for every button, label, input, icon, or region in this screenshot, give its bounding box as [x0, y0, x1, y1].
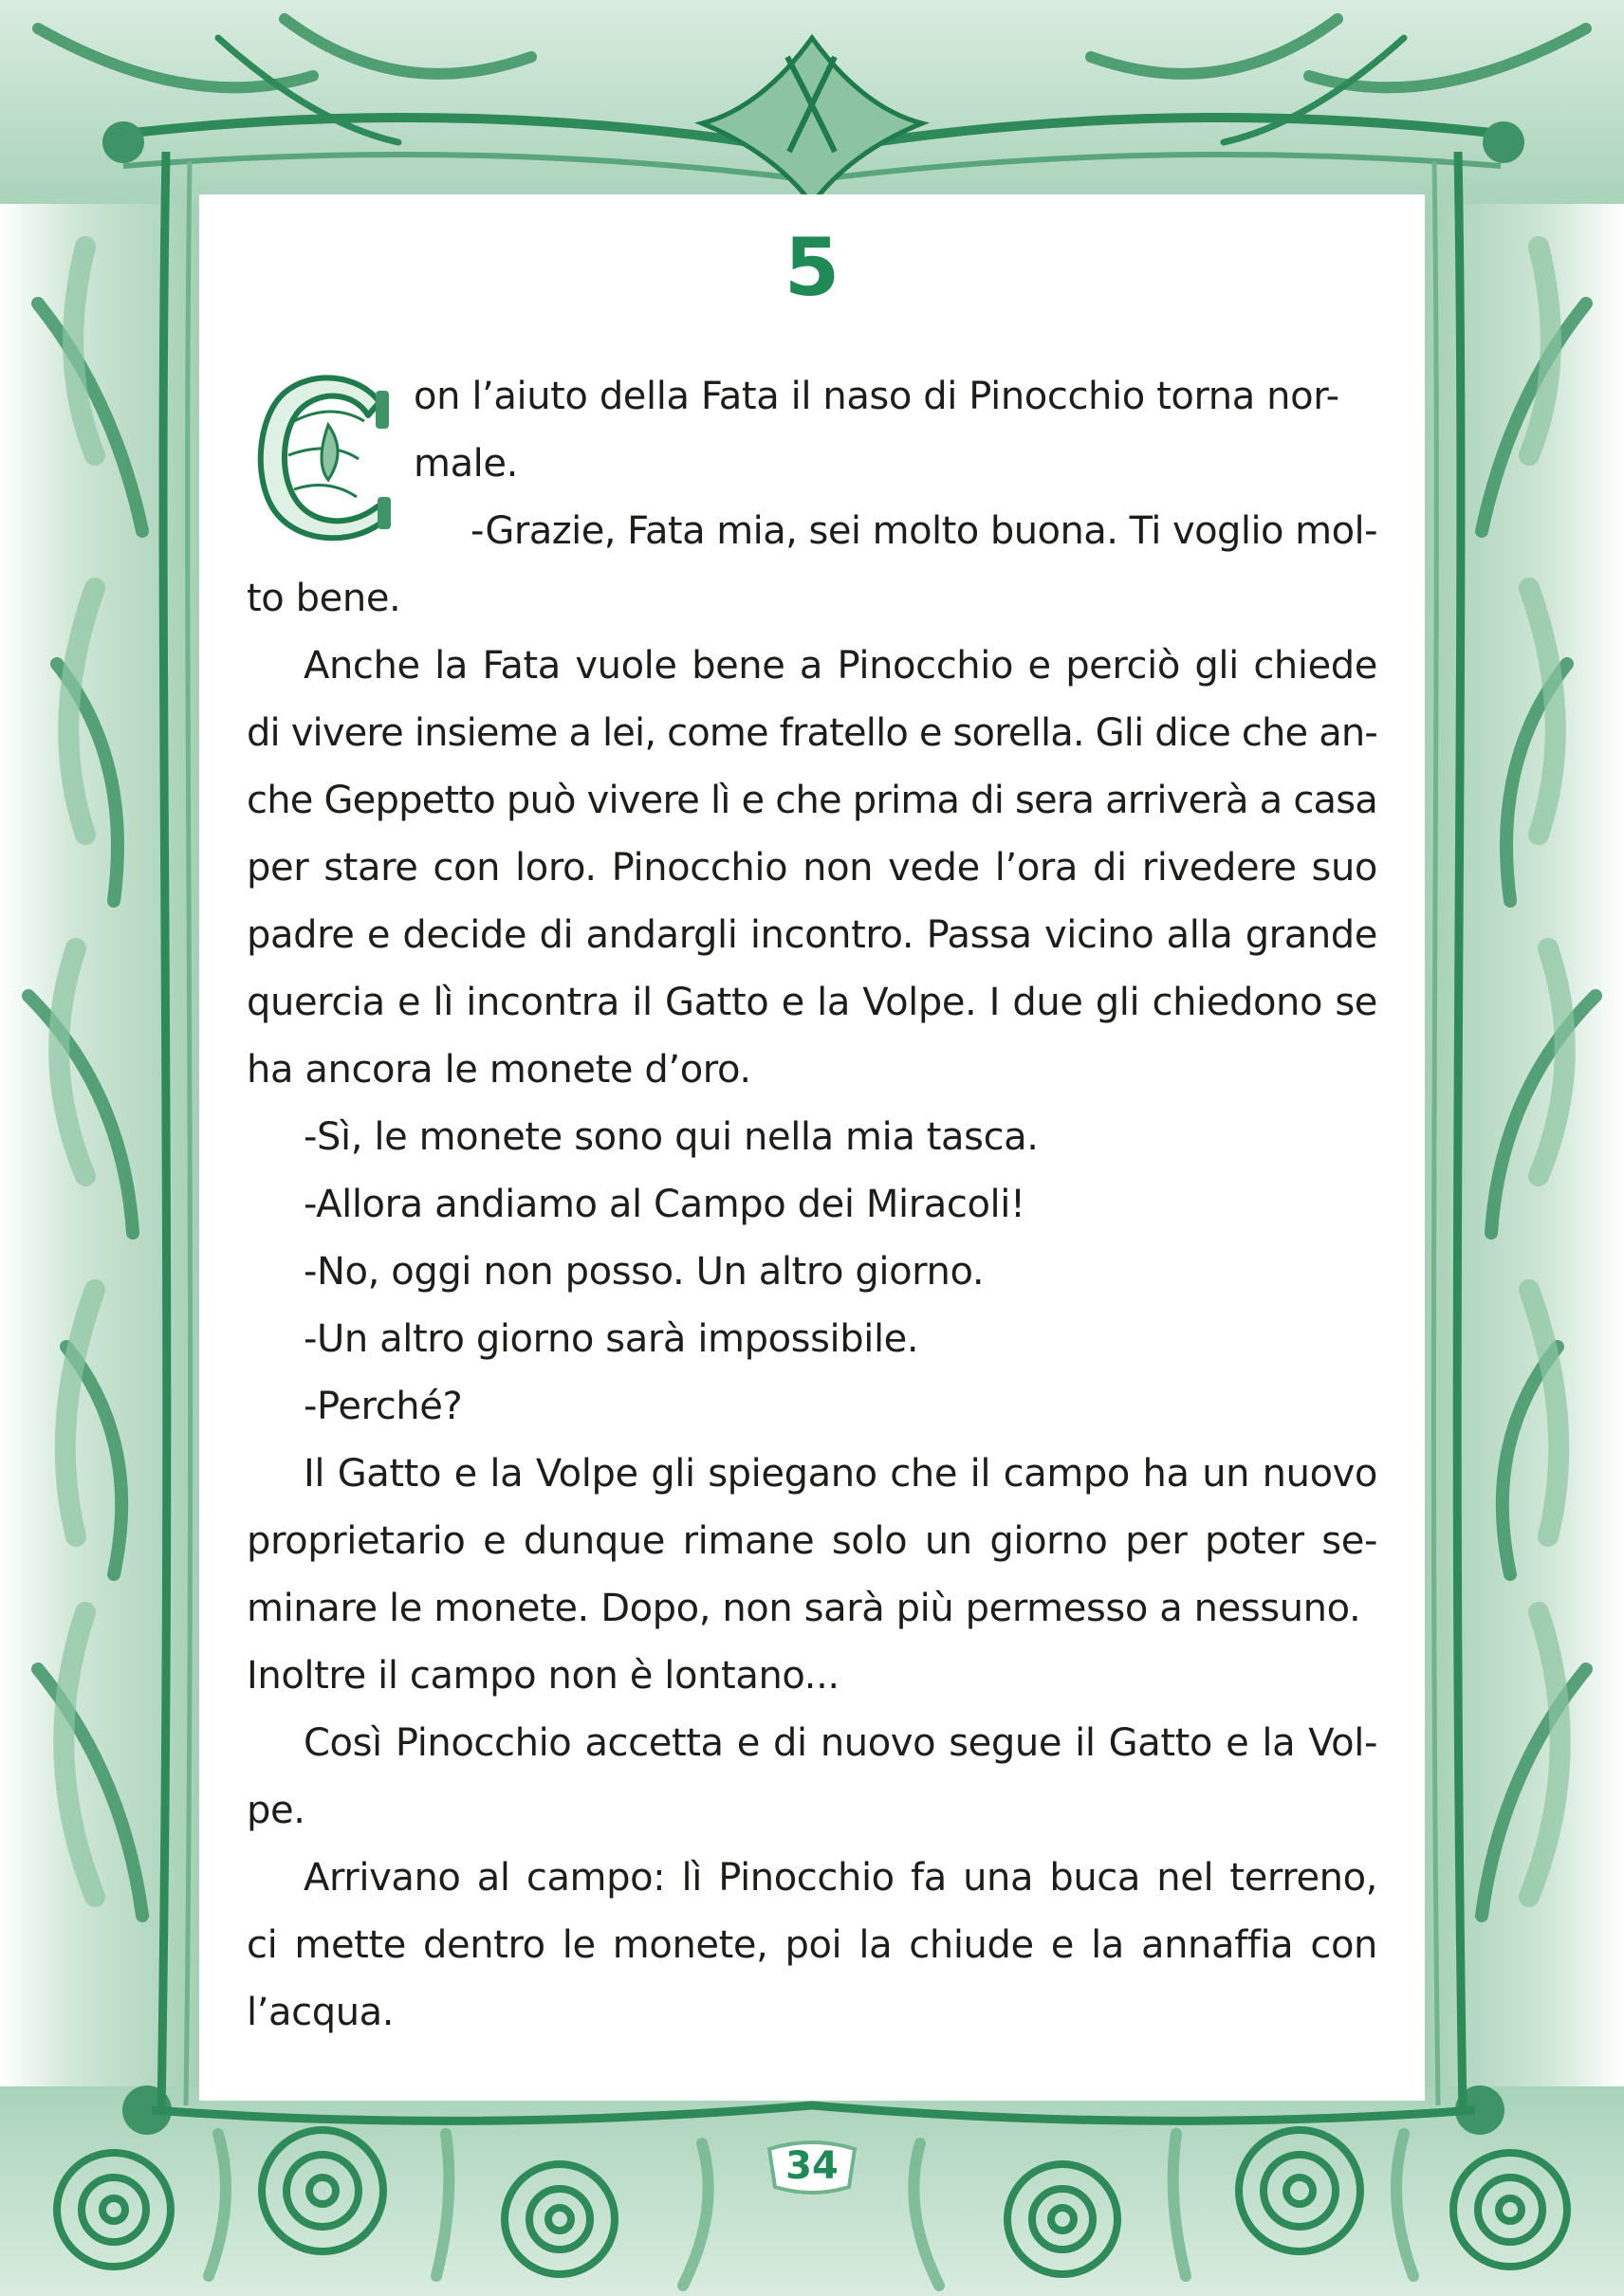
line-text: Anche la Fata vuole bene a Pinocchio e perciò gli chiede	[304, 644, 1377, 688]
line-text: male.	[414, 442, 518, 486]
line-text: per stare con loro. Pinocchio non vede l’ora di rivedere suo	[247, 846, 1377, 890]
line-text: Arrivano al campo: lì Pinocchio fa una buca nel terreno,	[304, 1856, 1377, 1900]
line-text: Così Pinocchio accetta e di nuovo segue il Gatto e la Vol-	[304, 1721, 1377, 1765]
text-line	[247, 700, 1377, 767]
line-text: l’acqua.	[247, 1991, 395, 2034]
text-line	[247, 767, 1377, 835]
text-line	[247, 1306, 1377, 1373]
text-line	[247, 1508, 1377, 1575]
line-text: di vivere insieme a lei, come fratello e sorella. Gli dice che an-	[247, 711, 1377, 755]
chapter-number: 5	[784, 221, 840, 314]
text-line	[247, 565, 1377, 633]
line-text: padre e decide di andargli incontro. Passa vicino alla grande	[247, 913, 1377, 957]
text-line	[247, 835, 1377, 902]
page-number-badge	[764, 2136, 860, 2196]
text-line	[247, 498, 1377, 565]
text-line	[247, 1239, 1377, 1306]
line-text: che Geppetto può vivere lì e che prima di sera arriverà a casa	[247, 779, 1377, 822]
text-line	[247, 902, 1377, 969]
line-text: to bene.	[247, 577, 401, 620]
text-line	[247, 1710, 1377, 1777]
text-line	[247, 1441, 1377, 1508]
line-text: pe.	[247, 1789, 305, 1832]
line-text: -Allora andiamo al Campo dei Miracoli!	[304, 1183, 1025, 1226]
line-text: ha ancora le monete d’oro.	[247, 1048, 751, 1092]
story-text	[247, 363, 1377, 2047]
text-line	[247, 1171, 1377, 1239]
text-line	[247, 969, 1377, 1037]
text-line	[247, 633, 1377, 700]
line-text: -No, oggi non posso. Un altro giorno.	[304, 1250, 985, 1294]
line-text: -Perché?	[304, 1385, 463, 1428]
text-line	[247, 363, 1377, 431]
line-text: proprietario e dunque rimane solo un giorno per poter se-	[247, 1519, 1377, 1563]
text-line	[247, 1037, 1377, 1104]
line-text: quercia e lì incontra il Gatto e la Volpe. I due gli chiedono se	[247, 981, 1377, 1024]
text-line	[247, 431, 1377, 498]
text-line	[247, 1912, 1377, 1979]
line-text: on l’aiuto della Fata il naso di Pinocchio torna nor-	[414, 375, 1339, 418]
line-text: minare le monete. Dopo, non sarà più permesso a nessuno.	[247, 1587, 1361, 1630]
text-line	[247, 1845, 1377, 1912]
page-number: 34	[785, 2144, 839, 2188]
line-text: -Sì, le monete sono qui nella mia tasca.	[304, 1115, 1039, 1159]
text-line	[247, 1373, 1377, 1441]
text-line	[247, 1643, 1377, 1710]
text-line	[247, 1104, 1377, 1171]
line-text: Inoltre il campo non è lontano...	[247, 1654, 840, 1698]
text-line	[247, 1777, 1377, 1845]
line-text: -Grazie, Fata mia, sei molto buona. Ti voglio mol-	[471, 509, 1377, 553]
text-line	[247, 1575, 1377, 1643]
line-text: -Un altro giorno sarà impossibile.	[304, 1317, 919, 1361]
line-text: ci mette dentro le monete, poi la chiude e la annaffia con	[247, 1923, 1377, 1967]
text-line	[247, 1979, 1377, 2047]
line-text: Il Gatto e la Volpe gli spiegano che il campo ha un nuovo	[304, 1452, 1377, 1496]
